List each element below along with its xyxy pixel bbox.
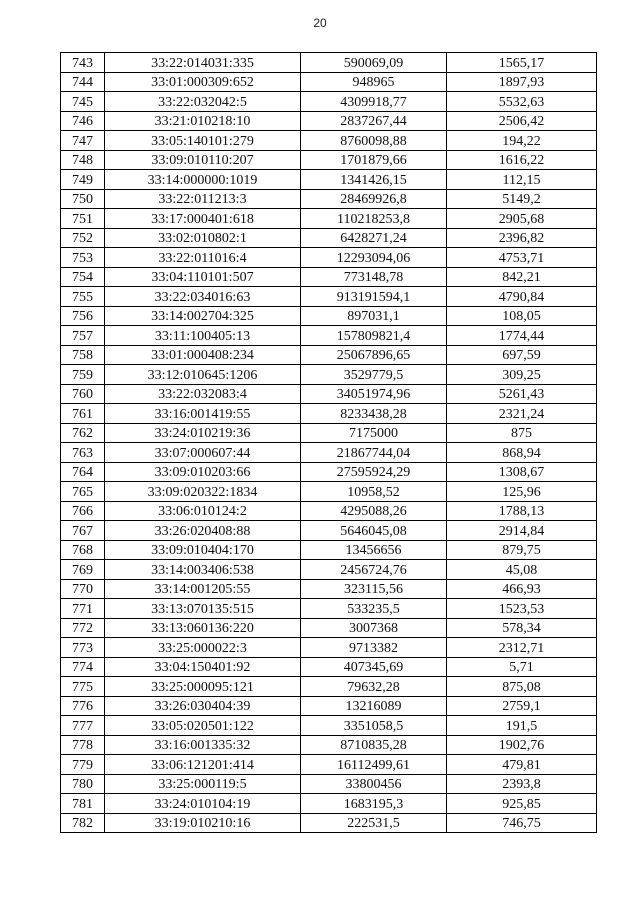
table-body xyxy=(61,53,597,833)
row-number-cell: 757 xyxy=(61,326,105,346)
table-row xyxy=(61,111,597,131)
row-number-cell: 765 xyxy=(61,482,105,502)
cadastral-table xyxy=(60,52,597,833)
amount-cell: 5,71 xyxy=(447,657,597,677)
amount-cell: 194,22 xyxy=(447,131,597,151)
cadastral-number-cell: 33:22:011213:3 xyxy=(105,189,301,209)
table-row xyxy=(61,53,597,73)
cadastral-number-cell: 33:16:001335:32 xyxy=(105,735,301,755)
cadastral-number-cell: 33:06:121201:414 xyxy=(105,755,301,775)
table-row xyxy=(61,482,597,502)
row-number-cell: 779 xyxy=(61,755,105,775)
amount-cell: 5149,2 xyxy=(447,189,597,209)
row-number-cell: 782 xyxy=(61,813,105,833)
amount-cell: 1788,13 xyxy=(447,501,597,521)
amount-cell: 875,08 xyxy=(447,677,597,697)
row-number-cell: 758 xyxy=(61,345,105,365)
cadastral-value-cell: 948965 xyxy=(301,72,447,92)
cadastral-number-cell: 33:05:020501:122 xyxy=(105,716,301,736)
table-row xyxy=(61,72,597,92)
row-number-cell: 777 xyxy=(61,716,105,736)
row-number-cell: 754 xyxy=(61,267,105,287)
cadastral-value-cell: 6428271,24 xyxy=(301,228,447,248)
table-row xyxy=(61,423,597,443)
amount-cell: 1565,17 xyxy=(447,53,597,73)
cadastral-value-cell: 1701879,66 xyxy=(301,150,447,170)
row-number-cell: 780 xyxy=(61,774,105,794)
cadastral-number-cell: 33:14:000000:1019 xyxy=(105,170,301,190)
cadastral-value-cell: 110218253,8 xyxy=(301,209,447,229)
amount-cell: 842,21 xyxy=(447,267,597,287)
cadastral-value-cell: 222531,5 xyxy=(301,813,447,833)
cadastral-value-cell: 13456656 xyxy=(301,540,447,560)
table-row xyxy=(61,228,597,248)
row-number-cell: 775 xyxy=(61,677,105,697)
cadastral-number-cell: 33:12:010645:1206 xyxy=(105,365,301,385)
row-number-cell: 762 xyxy=(61,423,105,443)
cadastral-number-cell: 33:02:010802:1 xyxy=(105,228,301,248)
cadastral-value-cell: 1683195,3 xyxy=(301,794,447,814)
table-row xyxy=(61,326,597,346)
cadastral-value-cell: 3529779,5 xyxy=(301,365,447,385)
cadastral-value-cell: 590069,09 xyxy=(301,53,447,73)
table-row xyxy=(61,677,597,697)
amount-cell: 5532,63 xyxy=(447,92,597,112)
cadastral-value-cell: 773148,78 xyxy=(301,267,447,287)
cadastral-number-cell: 33:13:060136:220 xyxy=(105,618,301,638)
row-number-cell: 769 xyxy=(61,560,105,580)
cadastral-value-cell: 323115,56 xyxy=(301,579,447,599)
cadastral-number-cell: 33:09:010110:207 xyxy=(105,150,301,170)
table-row xyxy=(61,287,597,307)
cadastral-number-cell: 33:13:070135:515 xyxy=(105,599,301,619)
amount-cell: 875 xyxy=(447,423,597,443)
cadastral-value-cell: 21867744,04 xyxy=(301,443,447,463)
cadastral-number-cell: 33:22:014031:335 xyxy=(105,53,301,73)
cadastral-number-cell: 33:05:140101:279 xyxy=(105,131,301,151)
amount-cell: 5261,43 xyxy=(447,384,597,404)
cadastral-number-cell: 33:09:020322:1834 xyxy=(105,482,301,502)
table-row xyxy=(61,521,597,541)
row-number-cell: 776 xyxy=(61,696,105,716)
cadastral-number-cell: 33:26:020408:88 xyxy=(105,521,301,541)
cadastral-number-cell: 33:25:000119:5 xyxy=(105,774,301,794)
table-row xyxy=(61,696,597,716)
cadastral-value-cell: 157809821,4 xyxy=(301,326,447,346)
cadastral-number-cell: 33:01:000309:652 xyxy=(105,72,301,92)
amount-cell: 108,05 xyxy=(447,306,597,326)
amount-cell: 112,15 xyxy=(447,170,597,190)
table-row xyxy=(61,248,597,268)
row-number-cell: 756 xyxy=(61,306,105,326)
cadastral-value-cell: 34051974,96 xyxy=(301,384,447,404)
row-number-cell: 773 xyxy=(61,638,105,658)
cadastral-value-cell: 4295088,26 xyxy=(301,501,447,521)
cadastral-value-cell: 10958,52 xyxy=(301,482,447,502)
cadastral-value-cell: 33800456 xyxy=(301,774,447,794)
cadastral-value-cell: 8760098,88 xyxy=(301,131,447,151)
table-row xyxy=(61,92,597,112)
table-row xyxy=(61,774,597,794)
amount-cell: 309,25 xyxy=(447,365,597,385)
cadastral-value-cell: 5646045,08 xyxy=(301,521,447,541)
cadastral-number-cell: 33:07:000607:44 xyxy=(105,443,301,463)
cadastral-number-cell: 33:25:000095:121 xyxy=(105,677,301,697)
table-row xyxy=(61,716,597,736)
cadastral-number-cell: 33:14:003406:538 xyxy=(105,560,301,580)
row-number-cell: 763 xyxy=(61,443,105,463)
row-number-cell: 778 xyxy=(61,735,105,755)
cadastral-value-cell: 28469926,8 xyxy=(301,189,447,209)
table-row xyxy=(61,599,597,619)
cadastral-number-cell: 33:14:002704:325 xyxy=(105,306,301,326)
table-row xyxy=(61,443,597,463)
table-row xyxy=(61,209,597,229)
cadastral-number-cell: 33:24:010219:36 xyxy=(105,423,301,443)
cadastral-number-cell: 33:16:001419:55 xyxy=(105,404,301,424)
cadastral-value-cell: 12293094,06 xyxy=(301,248,447,268)
amount-cell: 2396,82 xyxy=(447,228,597,248)
table-row xyxy=(61,560,597,580)
table-row xyxy=(61,267,597,287)
cadastral-number-cell: 33:26:030404:39 xyxy=(105,696,301,716)
cadastral-value-cell: 3007368 xyxy=(301,618,447,638)
row-number-cell: 767 xyxy=(61,521,105,541)
amount-cell: 1616,22 xyxy=(447,150,597,170)
cadastral-number-cell: 33:11:100405:13 xyxy=(105,326,301,346)
amount-cell: 4790,84 xyxy=(447,287,597,307)
cadastral-number-cell: 33:19:010210:16 xyxy=(105,813,301,833)
cadastral-value-cell: 27595924,29 xyxy=(301,462,447,482)
cadastral-value-cell: 7175000 xyxy=(301,423,447,443)
row-number-cell: 750 xyxy=(61,189,105,209)
row-number-cell: 772 xyxy=(61,618,105,638)
table-row xyxy=(61,345,597,365)
row-number-cell: 743 xyxy=(61,53,105,73)
amount-cell: 2759,1 xyxy=(447,696,597,716)
amount-cell: 1897,93 xyxy=(447,72,597,92)
cadastral-number-cell: 33:25:000022:3 xyxy=(105,638,301,658)
row-number-cell: 759 xyxy=(61,365,105,385)
cadastral-value-cell: 1341426,15 xyxy=(301,170,447,190)
table-row xyxy=(61,794,597,814)
cadastral-value-cell: 9713382 xyxy=(301,638,447,658)
row-number-cell: 751 xyxy=(61,209,105,229)
cadastral-value-cell: 2837267,44 xyxy=(301,111,447,131)
row-number-cell: 746 xyxy=(61,111,105,131)
table-row xyxy=(61,131,597,151)
amount-cell: 746,75 xyxy=(447,813,597,833)
cadastral-value-cell: 79632,28 xyxy=(301,677,447,697)
amount-cell: 466,93 xyxy=(447,579,597,599)
row-number-cell: 764 xyxy=(61,462,105,482)
amount-cell: 2393,8 xyxy=(447,774,597,794)
cadastral-number-cell: 33:21:010218:10 xyxy=(105,111,301,131)
cadastral-number-cell: 33:22:011016:4 xyxy=(105,248,301,268)
cadastral-value-cell: 13216089 xyxy=(301,696,447,716)
row-number-cell: 745 xyxy=(61,92,105,112)
row-number-cell: 766 xyxy=(61,501,105,521)
amount-cell: 578,34 xyxy=(447,618,597,638)
row-number-cell: 760 xyxy=(61,384,105,404)
cadastral-value-cell: 3351058,5 xyxy=(301,716,447,736)
cadastral-number-cell: 33:09:010404:170 xyxy=(105,540,301,560)
table-row xyxy=(61,306,597,326)
amount-cell: 2905,68 xyxy=(447,209,597,229)
row-number-cell: 781 xyxy=(61,794,105,814)
row-number-cell: 752 xyxy=(61,228,105,248)
amount-cell: 697,59 xyxy=(447,345,597,365)
table-row xyxy=(61,735,597,755)
amount-cell: 45,08 xyxy=(447,560,597,580)
table-row xyxy=(61,579,597,599)
table-row xyxy=(61,638,597,658)
amount-cell: 191,5 xyxy=(447,716,597,736)
page-number: 20 xyxy=(313,16,327,30)
table-row xyxy=(61,501,597,521)
row-number-cell: 748 xyxy=(61,150,105,170)
table-row xyxy=(61,189,597,209)
table-row xyxy=(61,365,597,385)
amount-cell: 2506,42 xyxy=(447,111,597,131)
amount-cell: 1774,44 xyxy=(447,326,597,346)
cadastral-value-cell: 533235,5 xyxy=(301,599,447,619)
row-number-cell: 771 xyxy=(61,599,105,619)
table-row xyxy=(61,150,597,170)
amount-cell: 4753,71 xyxy=(447,248,597,268)
cadastral-value-cell: 8710835,28 xyxy=(301,735,447,755)
cadastral-number-cell: 33:22:032083:4 xyxy=(105,384,301,404)
cadastral-number-cell: 33:04:110101:507 xyxy=(105,267,301,287)
amount-cell: 879,75 xyxy=(447,540,597,560)
cadastral-value-cell: 2456724,76 xyxy=(301,560,447,580)
table-row xyxy=(61,657,597,677)
cadastral-value-cell: 8233438,28 xyxy=(301,404,447,424)
row-number-cell: 747 xyxy=(61,131,105,151)
table-row xyxy=(61,462,597,482)
amount-cell: 2914,84 xyxy=(447,521,597,541)
row-number-cell: 749 xyxy=(61,170,105,190)
row-number-cell: 774 xyxy=(61,657,105,677)
cadastral-number-cell: 33:06:010124:2 xyxy=(105,501,301,521)
row-number-cell: 770 xyxy=(61,579,105,599)
amount-cell: 2321,24 xyxy=(447,404,597,424)
cadastral-value-cell: 16112499,61 xyxy=(301,755,447,775)
cadastral-value-cell: 407345,69 xyxy=(301,657,447,677)
cadastral-number-cell: 33:22:034016:63 xyxy=(105,287,301,307)
amount-cell: 479,81 xyxy=(447,755,597,775)
cadastral-value-cell: 897031,1 xyxy=(301,306,447,326)
cadastral-number-cell: 33:04:150401:92 xyxy=(105,657,301,677)
table-row xyxy=(61,540,597,560)
cadastral-number-cell: 33:22:032042:5 xyxy=(105,92,301,112)
amount-cell: 1308,67 xyxy=(447,462,597,482)
row-number-cell: 761 xyxy=(61,404,105,424)
amount-cell: 868,94 xyxy=(447,443,597,463)
table-row xyxy=(61,755,597,775)
amount-cell: 125,96 xyxy=(447,482,597,502)
cadastral-value-cell: 913191594,1 xyxy=(301,287,447,307)
table-row xyxy=(61,618,597,638)
cadastral-number-cell: 33:01:000408:234 xyxy=(105,345,301,365)
row-number-cell: 753 xyxy=(61,248,105,268)
amount-cell: 1902,76 xyxy=(447,735,597,755)
table-row xyxy=(61,813,597,833)
row-number-cell: 744 xyxy=(61,72,105,92)
cadastral-number-cell: 33:24:010104:19 xyxy=(105,794,301,814)
row-number-cell: 768 xyxy=(61,540,105,560)
cadastral-value-cell: 4309918,77 xyxy=(301,92,447,112)
table-row xyxy=(61,404,597,424)
amount-cell: 2312,71 xyxy=(447,638,597,658)
cadastral-number-cell: 33:14:001205:55 xyxy=(105,579,301,599)
table-row xyxy=(61,170,597,190)
cadastral-number-cell: 33:09:010203:66 xyxy=(105,462,301,482)
row-number-cell: 755 xyxy=(61,287,105,307)
amount-cell: 1523,53 xyxy=(447,599,597,619)
amount-cell: 925,85 xyxy=(447,794,597,814)
cadastral-value-cell: 25067896,65 xyxy=(301,345,447,365)
cadastral-number-cell: 33:17:000401:618 xyxy=(105,209,301,229)
table-row xyxy=(61,384,597,404)
